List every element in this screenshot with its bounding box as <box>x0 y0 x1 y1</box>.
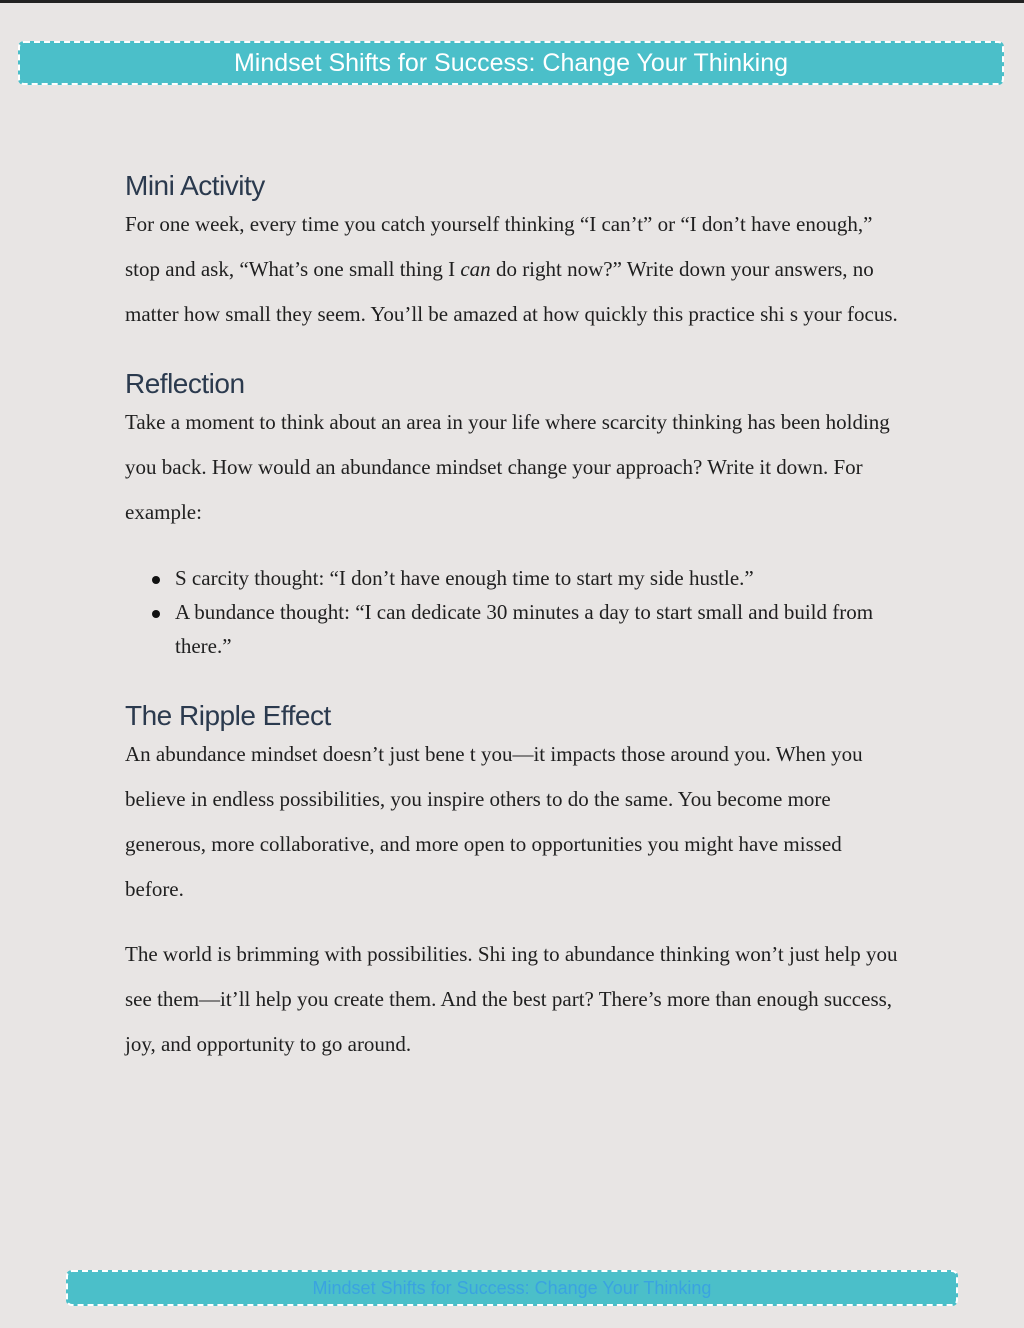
mini-activity-section <box>125 170 905 337</box>
footer-title: Mindset Shifts for Success: Change Your Thinking <box>312 1277 712 1298</box>
scarcity-example: S carcity thought: “I don’t have enough time to start my side hustle.” <box>175 566 754 590</box>
abundance-example: A bundance thought: “I can dedicate 30 minutes a day to start small and build from there.” <box>175 600 874 658</box>
mini-activity-text-end: do right now?” Write down your answers, no matter how small they seem. You’ll be amazed at how quickly this practice shi s your focus. <box>125 257 898 326</box>
ripple-effect-heading: The Ripple Effect <box>125 700 331 731</box>
ripple-effect-paragraph-1: An abundance mindset doesn’t just bene t you—it impacts those around you. When you believe in endless possibilities, you inspire others to do the same. You become more generous, more collaborative, and more open to opportunities you might have missed before. <box>125 742 863 901</box>
top-rule <box>0 0 1024 3</box>
bullet-icon <box>152 576 160 584</box>
list-item <box>125 561 905 595</box>
bullet-icon <box>152 610 160 618</box>
footer-banner <box>66 1270 958 1306</box>
list-item <box>125 595 905 663</box>
mini-activity-text <box>125 202 905 337</box>
reflection-section <box>125 368 905 663</box>
mini-activity-emphasis: can <box>460 257 491 281</box>
page-content <box>125 166 905 1067</box>
example-list <box>125 561 905 663</box>
mini-activity-heading: Mini Activity <box>125 170 265 201</box>
mini-activity-text-start: For one week, every time you catch yourself thinking “I can’t” or “I don’t have enough,” stop and ask, “What’s one small thing I <box>125 212 873 281</box>
reflection-text: Take a moment to think about an area in your life where scarcity thinking has been holding you back. How would an abundance mindset change your approach? Write it down. For example: <box>125 410 890 524</box>
ripple-effect-section <box>125 700 905 1067</box>
ripple-effect-paragraph-2: The world is brimming with possibilities. Shi ing to abundance thinking won’t just help you see them—it’ll help you create them. And the best part? There’s more than enough success, joy, and opportunity to go around. <box>125 942 898 1056</box>
header-banner <box>18 41 1004 85</box>
reflection-heading: Reflection <box>125 368 245 399</box>
header-title: Mindset Shifts for Success: Change Your Thinking <box>233 48 789 77</box>
